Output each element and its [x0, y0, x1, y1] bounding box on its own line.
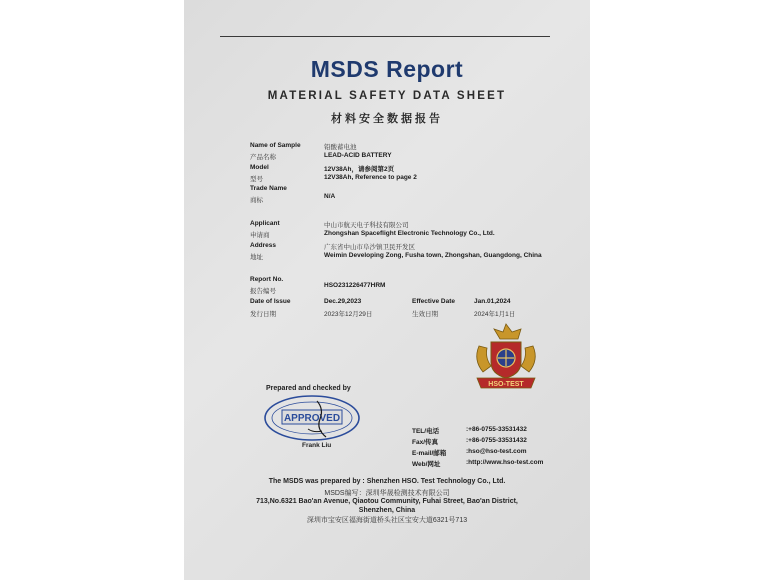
model-value-reference: 12V38Ah, Reference to page 2 — [324, 174, 417, 181]
effective-date-value: Jan.01,2024 — [474, 298, 511, 305]
name-of-sample-label-cn: 产品名称 — [250, 154, 276, 161]
email-value: :hso@hso-test.com — [466, 448, 527, 455]
report-no-label: Report No. — [250, 276, 284, 283]
fax-value: :+86-0755-33531432 — [466, 437, 527, 444]
date-of-issue-value: Dec.29,2023 — [324, 298, 362, 305]
effective-date-label-cn: 生效日期 — [412, 311, 438, 318]
footer-address-line2: Shenzhen, China — [358, 507, 416, 514]
name-of-sample-label: Name of Sample — [250, 142, 301, 149]
address-value: Weimin Developing Zong, Fusha town, Zhongshan, Guangdong, China — [324, 252, 542, 259]
report-no-label-cn: 报告编号 — [250, 288, 276, 295]
name-of-sample-value-cn: 铅酸蓄电池 — [324, 144, 357, 151]
model-value: 12V38Ah，请参阅第2页 — [324, 166, 395, 173]
report-no-value: HSO231226477HRM — [324, 282, 386, 289]
web-value: :http://www.hso-test.com — [466, 459, 544, 466]
name-of-sample-value: LEAD-ACID BATTERY — [324, 152, 392, 159]
model-label: Model — [250, 164, 269, 171]
tel-value: :+86-0755-33531432 — [466, 426, 527, 433]
footer-prepared-by-cn: MSDS编写：深圳华晟检测技术有限公司 — [324, 490, 450, 497]
hso-test-emblem — [471, 320, 541, 392]
date-of-issue-value-cn: 2023年12月29日 — [324, 311, 373, 318]
address-label-cn: 地址 — [250, 254, 263, 261]
report-subtitle: MATERIAL SAFETY DATA SHEET — [267, 90, 507, 102]
date-of-issue-label-cn: 发行日期 — [250, 311, 276, 318]
footer-address-line1: 713,No.6321 Bao'an Avenue, Qiaotou Community, Fuhai Street, Bao'an District, — [256, 498, 518, 505]
report-title: MSDS Report — [310, 56, 464, 82]
approved-stamp — [262, 393, 362, 443]
stamp-text: APPROVED — [283, 413, 341, 424]
top-rule — [220, 36, 550, 37]
effective-date-label: Effective Date — [412, 298, 455, 305]
msds-document — [184, 0, 590, 580]
tel-label: TEL/电话 — [412, 428, 440, 435]
emblem-text: HSO-TEST — [488, 381, 524, 388]
applicant-value: Zhongshan Spaceflight Electronic Technology Co., Ltd. — [324, 230, 495, 237]
web-label: Web/网址 — [412, 461, 441, 468]
prepared-by-label: Prepared and checked by — [266, 385, 351, 392]
report-subtitle-cn: 材料安全数据报告 — [331, 113, 443, 125]
address-label: Address — [250, 242, 277, 249]
trade-name-value: N/A — [324, 193, 336, 200]
trade-name-label-cn: 商标 — [250, 197, 263, 204]
footer-prepared-by: The MSDS was prepared by : Shenzhen HSO. Test Technology Co., Ltd. — [268, 478, 506, 485]
applicant-value-cn: 中山市航天电子科技有限公司 — [324, 222, 409, 229]
applicant-label: Applicant — [250, 220, 280, 227]
effective-date-value-cn: 2024年1月1日 — [474, 311, 516, 318]
email-label: E-mail/邮箱 — [412, 450, 447, 457]
applicant-label-cn: 申请商 — [250, 232, 270, 239]
fax-label: Fax/传真 — [412, 439, 439, 446]
trade-name-label: Trade Name — [250, 185, 287, 192]
signer-name: Frank Liu — [302, 442, 332, 449]
address-value-cn: 广东省中山市阜沙镇卫民开发区 — [324, 244, 415, 251]
date-of-issue-label: Date of Issue — [250, 298, 291, 305]
model-label-cn: 型号 — [250, 176, 263, 183]
footer-address-cn: 深圳市宝安区福海街道桥头社区宝安大道6321号713 — [306, 517, 468, 524]
